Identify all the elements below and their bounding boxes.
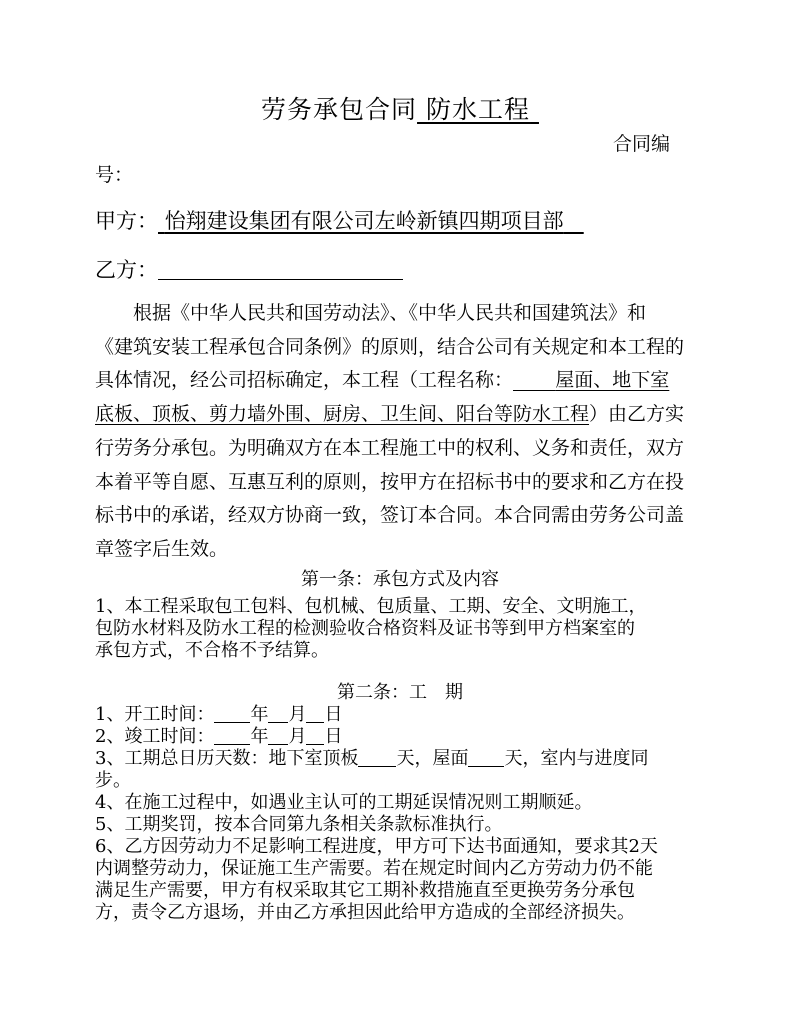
intro-paragraph [95, 297, 705, 567]
section1-line: 包防水材料及防水工程的检测验收合格资料及证书等到甲方档案室的 [95, 618, 635, 639]
intro-line: 根据《中华人民共和国劳动法》、《中华人民共和国建筑法》和 [133, 302, 647, 324]
contract-number-label-part2: 号： [95, 164, 134, 186]
party-a-label: 甲方： [95, 209, 158, 233]
intro-line: 标书中的承诺，经双方协商一致，签订本合同。本合同需由劳务公司盖 [95, 504, 685, 527]
item4-line: 4、在施工过程中，如遇业主认可的工期延误情况则工期顺延。 [95, 792, 593, 813]
intro-line: 《建筑安装工程承包合同条例》的原则，结合公司有关规定和本工程的 [95, 335, 685, 358]
party-b-line [95, 254, 403, 284]
section1-line: 1、本工程采取包工包料、包机械、包质量、工期、安全、文明施工， [95, 596, 647, 617]
project-name-part1: 屋面、地下室 [555, 369, 670, 392]
section2-title: 第二条：工 期 [337, 682, 463, 703]
intro-line: 行劳务分承包。为明确双方在本工程施工中的权利、义务和责任，双方 [95, 436, 685, 459]
end-date-line: 2、竣工时间： 年 月 日 [95, 726, 343, 747]
item6-line: 内调整劳动力，保证施工生产需要。若在规定时间内乙方劳动力仍不能 [95, 858, 653, 879]
project-name-part2: 底板、顶板、剪力墙外围、厨房、卫生间、阳台等防水工程 [95, 403, 590, 426]
section1-line: 承包方式，不合格不予结算。 [95, 640, 329, 661]
intro-line: 章签字后生效。 [95, 537, 229, 560]
item5-line: 5、工期奖罚，按本合同第九条相关条款标准执行。 [95, 814, 503, 835]
title-prefix: 劳务承包合同 [261, 95, 418, 124]
document-title [0, 90, 800, 126]
party-a-value: 怡翔建设集团有限公司左岭新镇四期项目部 [164, 209, 564, 233]
party-b-blank [158, 257, 403, 280]
section1-title: 第一条：承包方式及内容 [301, 569, 499, 590]
duration-line: 3、工期总日历天数：地下室顶板 天，屋面 天，室内与进度同 [95, 748, 649, 769]
intro-line: 本着平等自愿、互惠互利的原则，按甲方在招标书中的要求和乙方在投 [95, 470, 685, 493]
item6-line: 方，责令乙方退场，并由乙方承担因此给甲方造成的全部经济损失。 [95, 902, 635, 923]
intro-line: 底板、顶板、剪力墙外围、厨房、卫生间、阳台等防水工程）由乙方实 [95, 403, 685, 426]
title-project-type: 防水工程 [426, 95, 531, 124]
item6-line: 满足生产需要，甲方有权采取其它工期补救措施直至更换劳务分承包 [95, 880, 635, 901]
party-b-label: 乙方： [95, 258, 158, 282]
start-date-line: 1、开工时间： 年 月 日 [95, 704, 343, 725]
intro-line: 具体情况，经公司招标确定，本工程（工程名称： 屋面、地下室 [95, 369, 670, 392]
party-a-line [95, 205, 584, 235]
contract-number-label-part1: 合同编 [613, 133, 671, 155]
item6-line: 6、乙方因劳动力不足影响工程进度，甲方可下达书面通知，要求其2天 [95, 836, 658, 857]
duration-line-cont: 步。 [95, 770, 131, 791]
